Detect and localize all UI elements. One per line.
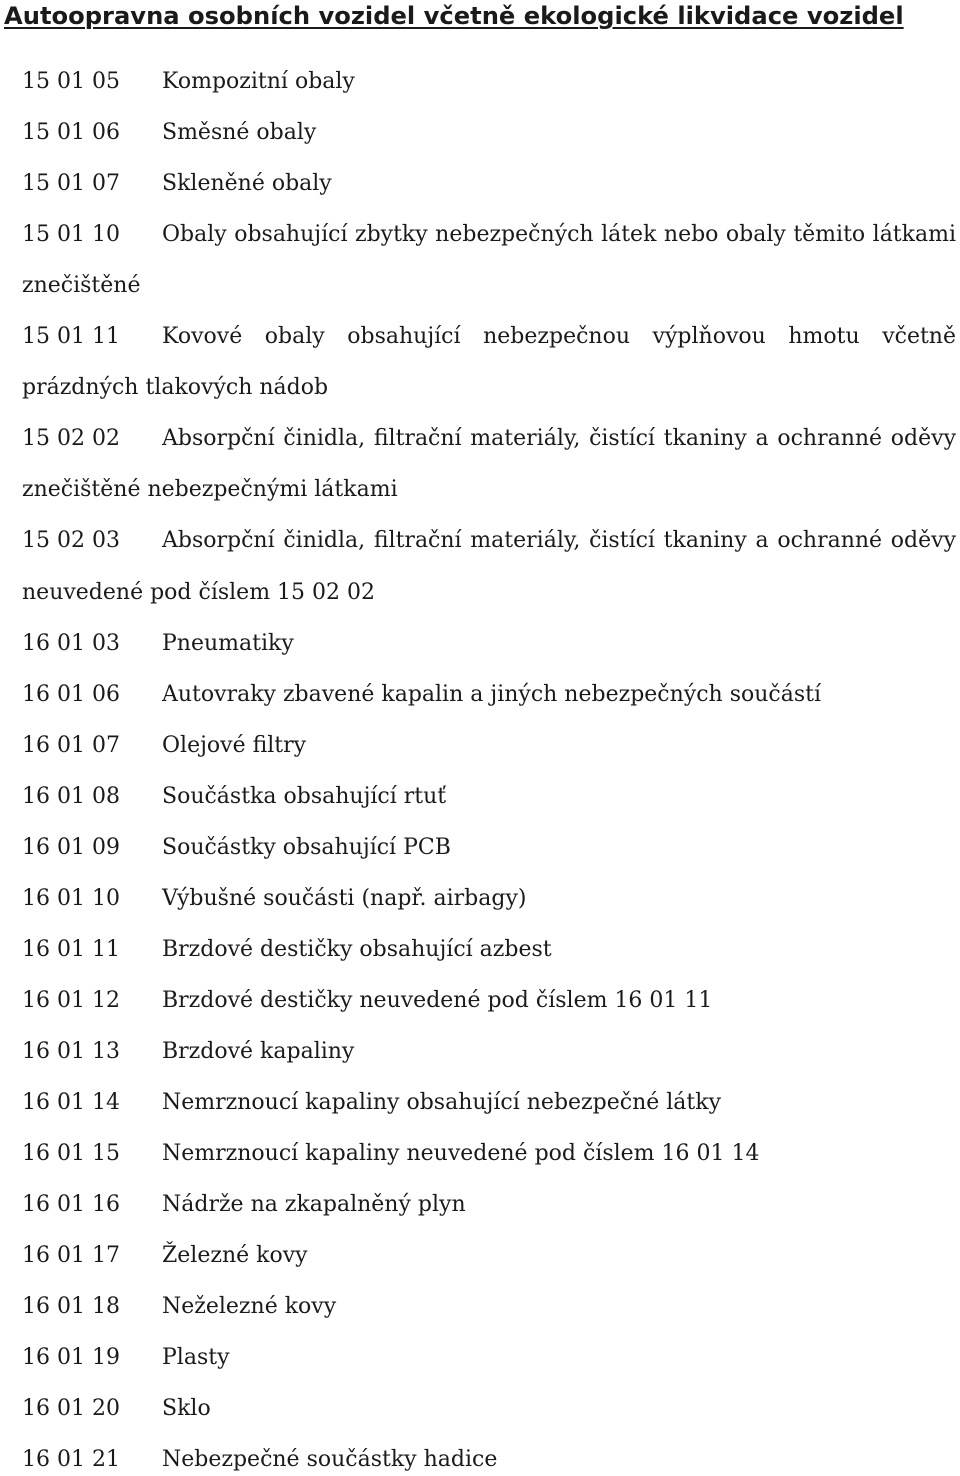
- waste-code: 15 01 11: [22, 324, 120, 350]
- waste-code: 15 01 06: [22, 120, 120, 146]
- document-title: Autoopravna osobních vozidel včetně ekologické likvidace vozidel: [4, 2, 904, 30]
- waste-code: 16 01 19: [22, 1345, 120, 1371]
- waste-description: Kompozitní obaly: [162, 69, 355, 94]
- waste-code: 16 01 15: [22, 1141, 120, 1167]
- list-item: [22, 66, 958, 98]
- waste-description: Nemrznoucí kapaliny obsahující nebezpečné látky: [162, 1090, 722, 1115]
- waste-code: 16 01 13: [22, 1038, 120, 1064]
- waste-description: Kovové obaly obsahující nebezpečnou výplňovou hmotu včetně: [162, 324, 956, 350]
- waste-code: 16 01 18: [22, 1294, 120, 1320]
- list-item: [22, 321, 958, 353]
- list-item: [22, 934, 958, 966]
- waste-description: Nádrže na zkapalněný plyn: [162, 1192, 466, 1218]
- list-item: [22, 1342, 958, 1374]
- waste-code: 16 01 09: [22, 834, 120, 860]
- list-item-continuation: [22, 372, 958, 404]
- waste-code: 15 02 03: [22, 528, 120, 554]
- list-item: [22, 1291, 958, 1323]
- waste-description-continued: neuvedené pod číslem 15 02 02: [22, 579, 376, 605]
- waste-description: Pneumatiky: [162, 630, 294, 656]
- waste-description: Sklo: [162, 1396, 211, 1422]
- waste-code: 16 01 17: [22, 1243, 120, 1269]
- list-item: [22, 1444, 958, 1476]
- waste-description: Součástky obsahující PCB: [162, 834, 451, 860]
- waste-description-continued: znečištěné nebezpečnými látkami: [22, 477, 398, 503]
- waste-description-continued: prázdných tlakových nádob: [22, 375, 329, 401]
- waste-code: 16 01 14: [22, 1090, 120, 1115]
- waste-description: Výbušné součásti (např. airbagy): [162, 885, 527, 911]
- waste-description: Obaly obsahující zbytky nebezpečných látek nebo obaly těmito látkami: [162, 222, 956, 248]
- list-item: [22, 985, 958, 1017]
- waste-description: Brzdové kapaliny: [162, 1038, 355, 1064]
- list-item: [22, 730, 958, 762]
- waste-description: Absorpční činidla, filtrační materiály, čistící tkaniny a ochranné oděvy: [162, 426, 956, 452]
- list-item: [22, 628, 958, 660]
- waste-code: 16 01 11: [22, 936, 120, 962]
- list-item: [22, 1036, 958, 1068]
- waste-description: Absorpční činidla, filtrační materiály, čistící tkaniny a ochranné oděvy: [162, 528, 956, 554]
- waste-code: 15 01 07: [22, 171, 120, 197]
- waste-code: 16 01 03: [22, 630, 120, 656]
- waste-code: 16 01 07: [22, 732, 120, 758]
- waste-description: Skleněné obaly: [162, 171, 332, 197]
- waste-code: 16 01 12: [22, 987, 120, 1013]
- list-item: [22, 423, 958, 455]
- list-item: [22, 883, 958, 915]
- list-item: [22, 1189, 958, 1221]
- waste-code: 15 01 10: [22, 222, 120, 248]
- list-item: [22, 832, 958, 864]
- waste-code: 15 02 02: [22, 426, 120, 452]
- list-item: [22, 168, 958, 200]
- list-item: [22, 1393, 958, 1425]
- waste-description: Brzdové destičky neuvedené pod číslem 16 01 11: [162, 987, 713, 1013]
- waste-code: 16 01 08: [22, 783, 120, 809]
- list-item-continuation: [22, 474, 958, 506]
- waste-description: Součástka obsahující rtuť: [162, 783, 447, 809]
- waste-description: Autovraky zbavené kapalin a jiných nebezpečných součástí: [162, 681, 822, 707]
- waste-code: 16 01 21: [22, 1447, 120, 1473]
- list-item: [22, 219, 958, 251]
- list-item: [22, 117, 958, 149]
- waste-description: Nebezpečné součástky hadice: [162, 1447, 498, 1473]
- waste-code: 16 01 20: [22, 1396, 120, 1422]
- waste-description: Železné kovy: [162, 1243, 308, 1269]
- list-item-continuation: [22, 270, 958, 302]
- waste-description: Neželezné kovy: [162, 1294, 337, 1320]
- waste-code: 16 01 16: [22, 1192, 120, 1218]
- waste-code: 15 01 05: [22, 69, 120, 94]
- waste-description: Brzdové destičky obsahující azbest: [162, 936, 552, 962]
- list-item-continuation: [22, 577, 958, 609]
- waste-code: 16 01 06: [22, 681, 120, 707]
- waste-description: Směsné obaly: [162, 120, 317, 146]
- waste-description: Nemrznoucí kapaliny neuvedené pod číslem 16 01 14: [162, 1141, 760, 1167]
- list-item: [22, 1240, 958, 1272]
- list-item: [22, 1087, 958, 1119]
- list-item: [22, 525, 958, 557]
- waste-description-continued: znečištěné: [22, 273, 141, 299]
- list-item: [22, 781, 958, 813]
- list-item: [22, 1138, 958, 1170]
- waste-code: 16 01 10: [22, 885, 120, 911]
- list-item: [22, 679, 958, 711]
- waste-description: Olejové filtry: [162, 732, 307, 758]
- waste-description: Plasty: [162, 1345, 230, 1371]
